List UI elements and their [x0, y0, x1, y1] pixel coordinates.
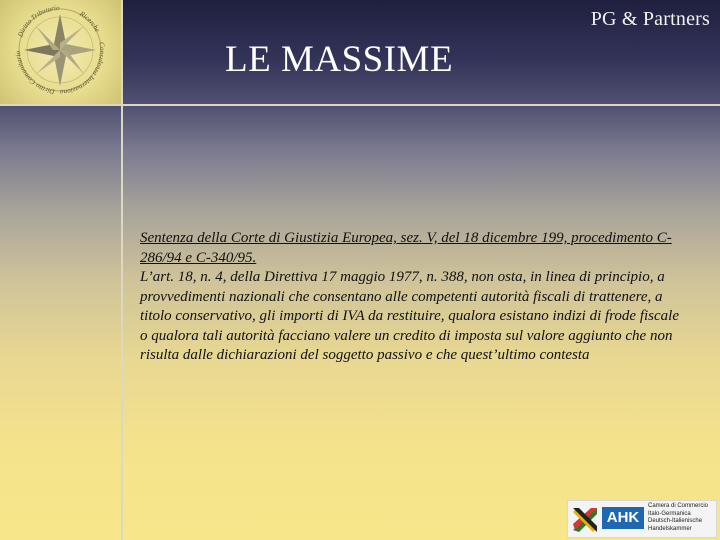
logo-panel	[0, 0, 123, 106]
vertical-divider	[121, 0, 123, 540]
page-title: LE MASSIME	[225, 39, 454, 80]
ahk-badge: AHK	[602, 507, 644, 529]
logo-ring-label-2: Diritto Tributario	[16, 3, 60, 39]
ahk-line-2: Italo-Germanica	[648, 510, 691, 517]
svg-text:Diritto Comunitario	[14, 50, 56, 96]
case-summary: L’art. 18, n. 4, della Direttiva 17 maggio 1977, n. 388, non osta, in linea di principio, a provvedimenti nazionali che consentano alle competenti autorità fiscali di trattenere, a titolo conservativo, gli importi di IVA da restituire, qualora esistano indizi di frode fiscale o qualora tali autorità facciano valere un credito di imposta sul valore aggiunto che non risulta dalle dichiarazioni del soggetto passivo e che quest’ultimo contesta	[140, 269, 679, 363]
horizontal-divider	[0, 104, 720, 106]
ahk-line-1: Camera di Commercio	[648, 503, 709, 509]
ahk-logo	[567, 500, 717, 538]
svg-text:Diritto Tributario	[16, 4, 60, 39]
logo-ring-label-3: Ricerche	[78, 9, 102, 34]
case-reference: Sentenza della Corte di Giustizia Europea, sez. V, del 18 dicembre 199, procedimento C-286/94 e C-340/95.	[140, 230, 672, 266]
ahk-line-3: Deutsch-Italienische	[648, 518, 703, 524]
logo-ring-label-1: Diritto Comunitario	[14, 50, 56, 96]
ahk-org-name	[648, 503, 714, 533]
content-block	[140, 229, 680, 366]
compass-logo-icon	[0, 0, 121, 104]
flag-emblem-icon	[571, 504, 599, 534]
ahk-line-4: Handelskammer	[648, 525, 692, 532]
brand-name: PG & Partners	[590, 8, 710, 30]
svg-text:Ricerche	[77, 9, 101, 33]
logo-ring-label-4: Consulenza Internaziona	[59, 41, 107, 97]
